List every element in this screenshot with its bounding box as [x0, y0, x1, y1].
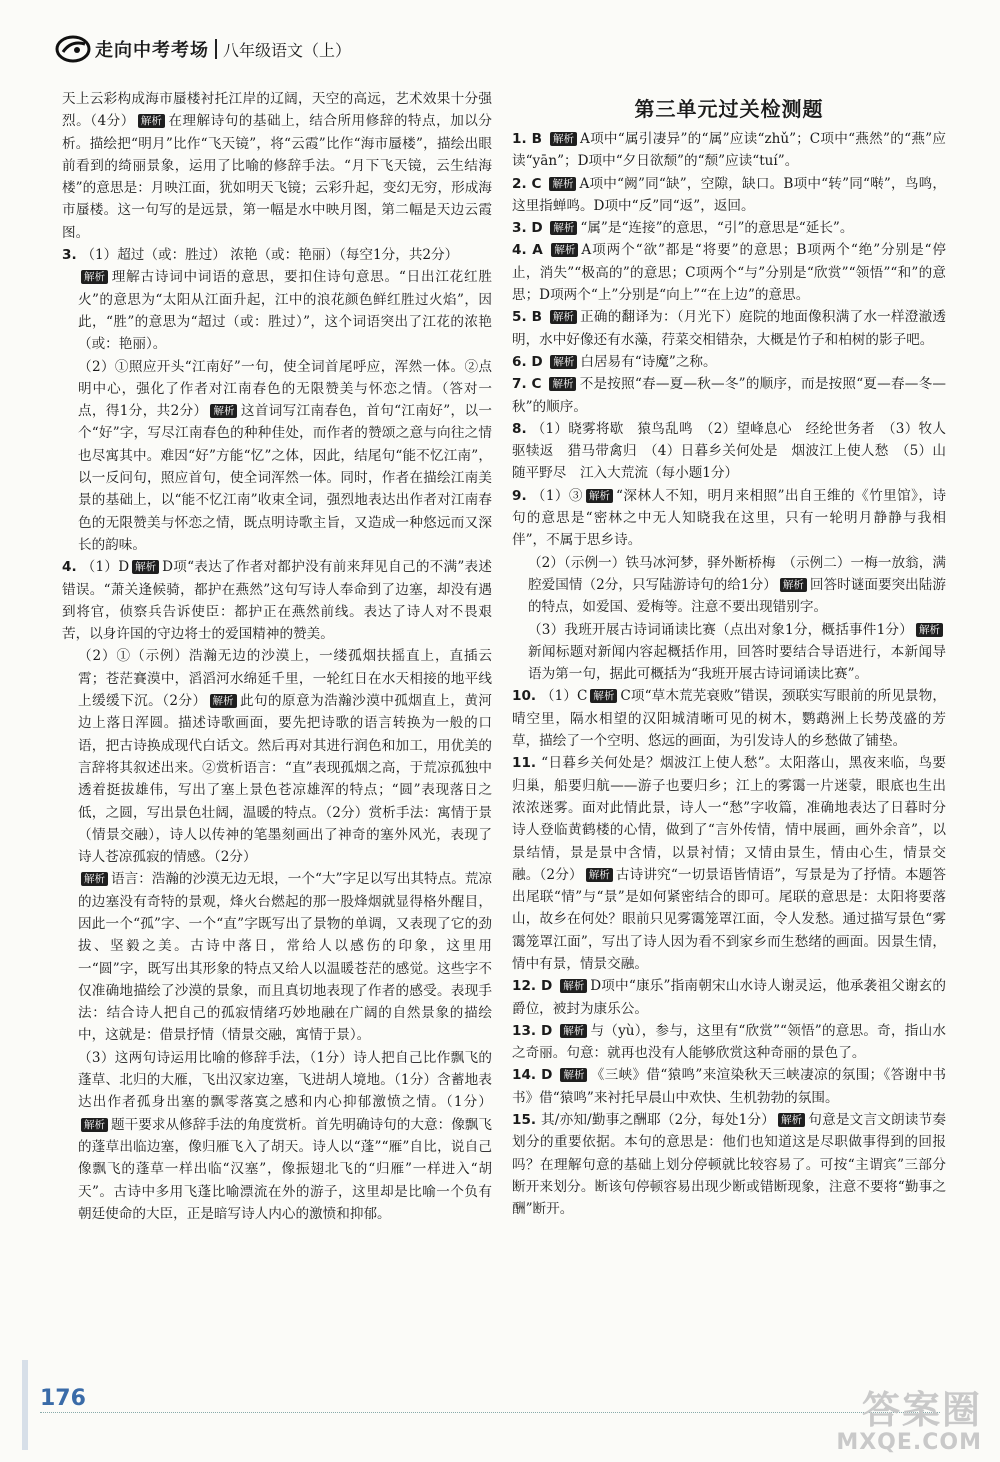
analysis-tag: 解析: [586, 489, 613, 503]
analysis-text: 此句的原意为浩瀚沙漠中孤烟直上，黄河边上落日浑圆。描述诗歌画面，要先把诗歌的语言转换为一般的口语，把古诗换成现代白话文。然后再对其进行润色和加工，用优美的言辞将其叙述出来。②赏析语言：“直”表现孤烟之高，于荒凉孤独中透着挺拔雄伟，写出了塞上景色苍凉雄浑的特点；“圆”表现落日之低，之圆，写出景色壮阔，温暖的特点。（2分）赏析手法：寓情于景（情景交融），诗人以传神的笔墨刻画出了神奇的塞外风光，表现了诗人苍凉孤寂的情感。（2分）: [78, 693, 493, 866]
answer-item: [62, 356, 492, 557]
answer-item: [62, 868, 492, 1046]
analysis-tag: 解析: [549, 377, 576, 391]
answer-item: [512, 619, 946, 686]
analysis-text: 题干要求从修辞手法的角度赏析。首先明确诗句的大意：像飘飞的蓬草出临边塞，像归雁飞入了胡天。诗人以“蓬”“雁”自比，说自己像飘飞的蓬草一样出临“汉塞”，像振翅北飞的“归雁”一样进入“胡天”。古诗中多用飞蓬比喻漂流在外的游子，这里却是比喻一个负有朝廷使命的大臣，正是暗写诗人内心的激愤和抑郁。: [78, 1116, 492, 1222]
question-number: 2. C: [512, 175, 547, 192]
answer-item: [512, 1020, 946, 1065]
question-number: 6. D: [512, 353, 548, 370]
answer-text: （3）这两句诗运用比喻的修辞手法，（1分）诗人把自己比作飘飞的蓬草、北归的大雁，飞出汉家边塞，飞进胡人境地。（1分）含蓄地表达出作者孤身出塞的飘零落寞之感和内心抑郁激愤之情。（1分）: [78, 1049, 492, 1111]
answer-text: “日暮乡关何处是？烟波江上使人愁”。太阳落山，黑夜来临，鸟要归巢，船要归航——游子也要归乡；江上的雾霭一片迷蒙，眼底也生出浓浓迷雾。面对此情此景，诗人一“愁”字收篇，准确地表达了日暮时分诗人登临黄鹤楼的心情，做到了“言外传情，情中展画，画外余音”，以景结情，景是景中含情，以景衬情；又情由景生，情由心生，情景交融。（2分）: [512, 755, 946, 883]
analysis-tag: 解析: [210, 404, 237, 418]
answer-item: [62, 645, 492, 868]
question-number: 11.: [512, 755, 542, 772]
analysis-text: D项中“康乐”指南朝宋山水诗人谢灵运，他承袭祖父谢玄的爵位，被封为康乐公。: [512, 978, 946, 1017]
answer-item: [62, 244, 492, 266]
series-brand: 走向中考考场: [95, 40, 209, 61]
analysis-tag: 解析: [551, 243, 578, 257]
answer-text: （2）①（示例）浩瀚无边的沙漠上，一缕孤烟扶摇直上，直插云霄；苍茫賽漠中，滔滔河水绵延千里，一轮红日在水天相接的地平线上缓缓下沉。（2分）: [78, 648, 492, 710]
analysis-tag: 解析: [550, 132, 577, 146]
right-column: [512, 88, 946, 1221]
watermark-url: MXQE.COM: [836, 1430, 982, 1455]
question-number: 3. D: [512, 220, 548, 237]
question-number: 9.: [512, 487, 532, 504]
answer-text: 其/亦知/勤事之酬耶（2分，每处1分）: [541, 1112, 776, 1129]
analysis-text: “深林人不知，明月来相照”出自王维的《竹里馆》，诗句的意思是“密林之中无人知晓我在这里，只有一轮明月静静与我相伴”，不属于思乡诗。: [512, 487, 946, 549]
answer-item: [512, 239, 946, 306]
page-edge-bar: [22, 1360, 28, 1450]
answer-text: （1）超过（或：胜过） 浓艳（或：艳丽）（每空1分，共2分）: [81, 247, 459, 264]
runner-logo-icon: [55, 34, 91, 64]
answer-item: [62, 1047, 492, 1225]
watermark: [836, 1390, 982, 1455]
unit-title: 第三单元过关检测题: [634, 97, 824, 121]
analysis-text: 语言：浩瀚的沙漠无边无垠，一个“大”字足以写出其特点。荒凉的边塞没有奇特的景观，烽火台燃起的那一股烽烟就显得格外醒目，因此一个“孤”字、一个“直”字既写出了景物的单调，又表现了它的劲拔、坚毅之美。古诗中落日，常给人以感伤的印象，这里用一“圆”字，既写出其形象的特点又给人以温暖苍茫的感觉。这些字不仅准确地描绘了沙漠的景象，而且真切地表现了作者的感受。表现手法：结合诗人把自己的孤寂情绪巧妙地融在广阔的自然景象的描绘中，这就是：借景抒情（情景交融，寓情于景）。: [78, 871, 492, 1044]
answer-item: [62, 88, 492, 244]
question-number: 4. A: [512, 242, 549, 259]
answer-item: [512, 351, 946, 373]
analysis-text: D项“表达了作者对都护没有前来拜见自己的不满”表述错误。“萧关逢候骑，都护在燕然”这句写诗人奉命到了边塞，却没有遇到将官，侦察兵告诉使臣：都护正在燕然前线。表达了诗人对不畏艰苦，以身许国的守边将士的爱国精神的赞美。: [62, 559, 492, 643]
analysis-tag: 解析: [780, 578, 807, 592]
question-number: 3.: [62, 247, 82, 264]
answer-item: [512, 1109, 946, 1220]
answer-text: （1）C: [540, 688, 588, 705]
analysis-text: 理解古诗词中词语的意思，要扣住诗句意思。“日出江花红胜火”的意思为“太阳从江面升起，江中的浪花颜色鲜红胜过火焰”，因此，“胜”的意思为“超过（或：胜过）”，这个词语突出了江花的浓艳（或：艳丽）。: [78, 269, 492, 353]
answer-item: [62, 266, 492, 355]
answer-item: [512, 217, 946, 239]
analysis-text: A项中“阙”同“缺”，空隙，缺口。B项中“转”同“啭”，鸟鸣，这里指蝉鸣。D项中“反”同“返”，返回。: [512, 175, 946, 214]
question-number: 4.: [62, 559, 82, 576]
answer-item: [512, 128, 946, 173]
answer-item: [512, 752, 946, 975]
analysis-tag: 解析: [81, 872, 108, 886]
analysis-text: 《三峡》借“猿鸣”来渲染秋天三峡凄凉的氛围；《答谢中书书》借“猿鸣”来衬托早晨山中欢快、生机勃勃的氛围。: [512, 1067, 946, 1106]
analysis-text: 这首词写江南春色，首句“江南好”，以一个“好”字，写尽江南春色的种种佳处，而作者的赞颂之意与向往之情也尽寓其中。难因“好”方能“忆”之体，因此，结尾句“能不忆江南”，以一反问句，照应首句，使全词浑然一体。同时，作者在描绘江南美景的基础上，以“能不忆江南”收束全词，强烈地表达出作者对江南春色的无限赞美与怀恋之情，既点明诗歌主旨，又造成一种悠远而又深长的韵味。: [78, 403, 492, 553]
analysis-text: 古诗讲究“一切景语皆情语”，写景是为了抒情。本题答出尾联“情”与“景”是如何紧密结合的即可。尾联的意思是：太阳将要落山，故乡在何处？眼前只见雾霭笼罩江面，令人发愁。通过描写景色“雾霭笼罩江面”，写出了诗人因为看不到家乡而生愁绪的画面。因景生情，情中有景，情景交融。: [512, 866, 946, 972]
analysis-tag: 解析: [586, 868, 613, 882]
answer-text: （2）①照应开头“江南好”一句，使全词首尾呼应，浑然一体。②点明中心，强化了作者对江南春色的无限赞美与怀恋之情。（答对一点，得1分，共2分）: [78, 358, 492, 420]
analysis-tag: 解析: [778, 1113, 805, 1127]
question-number: 7. C: [512, 376, 547, 393]
answer-item: [512, 685, 946, 752]
analysis-tag: 解析: [916, 623, 943, 637]
watermark-logo-text: 答案圈: [861, 1388, 982, 1432]
book-title: 八年级语文（上）: [223, 40, 352, 60]
question-number: 14. D: [512, 1067, 558, 1084]
answer-item: [512, 552, 946, 619]
answer-text: （1）晓雾将歇 猿鸟乱鸣 （2）望峰息心 经纶世务者 （3）牧人驱犊返 猎马带禽归 （4）日暮乡关何处是 烟波江上使人愁 （5）山随平野尽 江入大荒流（每小题1分）: [512, 420, 946, 482]
header-divider: [215, 39, 217, 59]
analysis-text: 与（yù），参与，这里有“欣赏”“领悟”的意思。奇，指山水之奇丽。句意：就再也没有人能够欣赏这种奇丽的景色了。: [512, 1022, 946, 1062]
analysis-tag: 解析: [550, 221, 577, 235]
answer-text: 天上云彩构成海市蜃楼衬托江岸的辽阔，天空的高远，艺术效果十分强烈。（4分）: [62, 91, 492, 130]
analysis-tag: 解析: [81, 1118, 108, 1132]
footer-divider: [40, 1412, 940, 1413]
analysis-tag: 解析: [550, 355, 577, 369]
analysis-text: “属”是“连接”的意思，“引”的意思是“延长”。: [580, 220, 854, 237]
answer-text: （3）我班开展古诗词诵读比赛（点出对象1分，概括事件1分）: [528, 621, 913, 638]
question-number: 10.: [512, 688, 541, 705]
analysis-tag: 解析: [138, 114, 165, 128]
answer-item: [62, 556, 492, 645]
analysis-text: 新闻标题对新闻内容起概括作用，回答时要结合导语进行，本新闻导语为第一句，据此可概括为“我班开展古诗词诵读比赛”。: [528, 643, 946, 683]
analysis-tag: 解析: [210, 694, 237, 708]
analysis-text: 白居易有“诗魔”之称。: [580, 353, 717, 370]
page-number: 176: [40, 1386, 86, 1411]
question-number: 8.: [512, 420, 532, 437]
analysis-text: C项“草木荒芜衰败”错误，颈联实写眼前的所见景物，晴空里，隔水相望的汉阳城清晰可见的树木，鹦鹉洲上长势茂盛的芳草，描绘了一个空明、悠远的画面，为引发诗人的乡愁做了铺垫。: [512, 688, 946, 750]
right-answer-list: [512, 128, 946, 1221]
question-number: 1. B: [512, 131, 547, 147]
analysis-tag: 解析: [560, 1024, 587, 1038]
answer-item: [512, 306, 946, 351]
analysis-text: 不是按照“春—夏—秋—冬”的顺序，而是按照“夏—春—冬—秋”的顺序。: [512, 376, 946, 415]
analysis-tag: 解析: [549, 177, 576, 191]
answer-item: [512, 485, 946, 552]
page-header: [55, 32, 351, 66]
answer-item: [512, 1064, 946, 1109]
left-column: [62, 88, 492, 1225]
analysis-tag: 解析: [132, 560, 159, 574]
answer-item: [512, 975, 946, 1020]
answer-item: [512, 173, 946, 218]
answer-item: [512, 373, 946, 418]
question-number: 13. D: [512, 1022, 558, 1039]
answer-text: （1）③: [531, 487, 583, 504]
analysis-tag: 解析: [550, 310, 577, 324]
answer-text: （2）（示例一）铁马冰河梦，驿外断桥梅 （示例二）一梅一放翁，满腔爱国情（2分，只写陆游诗句的给1分）: [528, 554, 946, 593]
analysis-text: A项两个“欲”都是“将要”的意思；B项两个“绝”分别是“停止，消失”“极高的”的意思；C项两个“与”分别是“欣赏”“领悟”“和”的意思；D项两个“上”分别是“向上”“在上边”的意思。: [512, 242, 946, 304]
question-number: 12. D: [512, 978, 558, 995]
answer-text: （1）D: [81, 559, 130, 576]
question-number: 15.: [512, 1112, 542, 1129]
analysis-text: 正确的翻译为：（月光下）庭院的地面像积满了水一样澄澈透明，水中好像还有水藻，荇菜交相错杂，大概是竹子和柏树的影子吧。: [512, 309, 946, 348]
analysis-tag: 解析: [560, 1068, 587, 1082]
analysis-text: 句意是文言文朗读节奏划分的重要依据。本句的意思是：他们也知道这是尽职做事得到的回报吗？在理解句意的基础上划分停顿就比较容易了。可按“主谓宾”三部分断开来划分。断该句停顿容易出现少断或错断现象，注意不要将“勤事之酬”断开。: [512, 1112, 946, 1218]
analysis-text: A项中“属引凄异”的“属”应读“zhǔ”；C项中“燕然”的“燕”应读“yān”；D项中“夕日欲颓”的“颓”应读“tuí”。: [512, 131, 946, 170]
analysis-tag: 解析: [81, 270, 108, 284]
analysis-text: 在理解诗句的基础上，结合所用修辞的特点，加以分析。描绘把“明月”比作“飞天镜”，将“云霞”比作“海市蜃楼”，描绘出眼前看到的绮丽景象，运用了比喻的修辞手法。“月下飞天镜，云生结海楼”的意思是：月映江面，犹如明天飞镜；云彩升起，变幻无穷，形成海市蜃楼。这一句写的是远景，第一幅是水中映月图，第二幅是天边云霞图。: [62, 113, 492, 241]
analysis-tag: 解析: [590, 689, 617, 703]
analysis-text: 回答时谜面要突出陆游的特点，如爱国、爱梅等。注意不要出现错别字。: [528, 576, 947, 616]
question-number: 5. B: [512, 309, 547, 326]
answer-item: [512, 418, 946, 485]
analysis-tag: 解析: [560, 979, 587, 993]
